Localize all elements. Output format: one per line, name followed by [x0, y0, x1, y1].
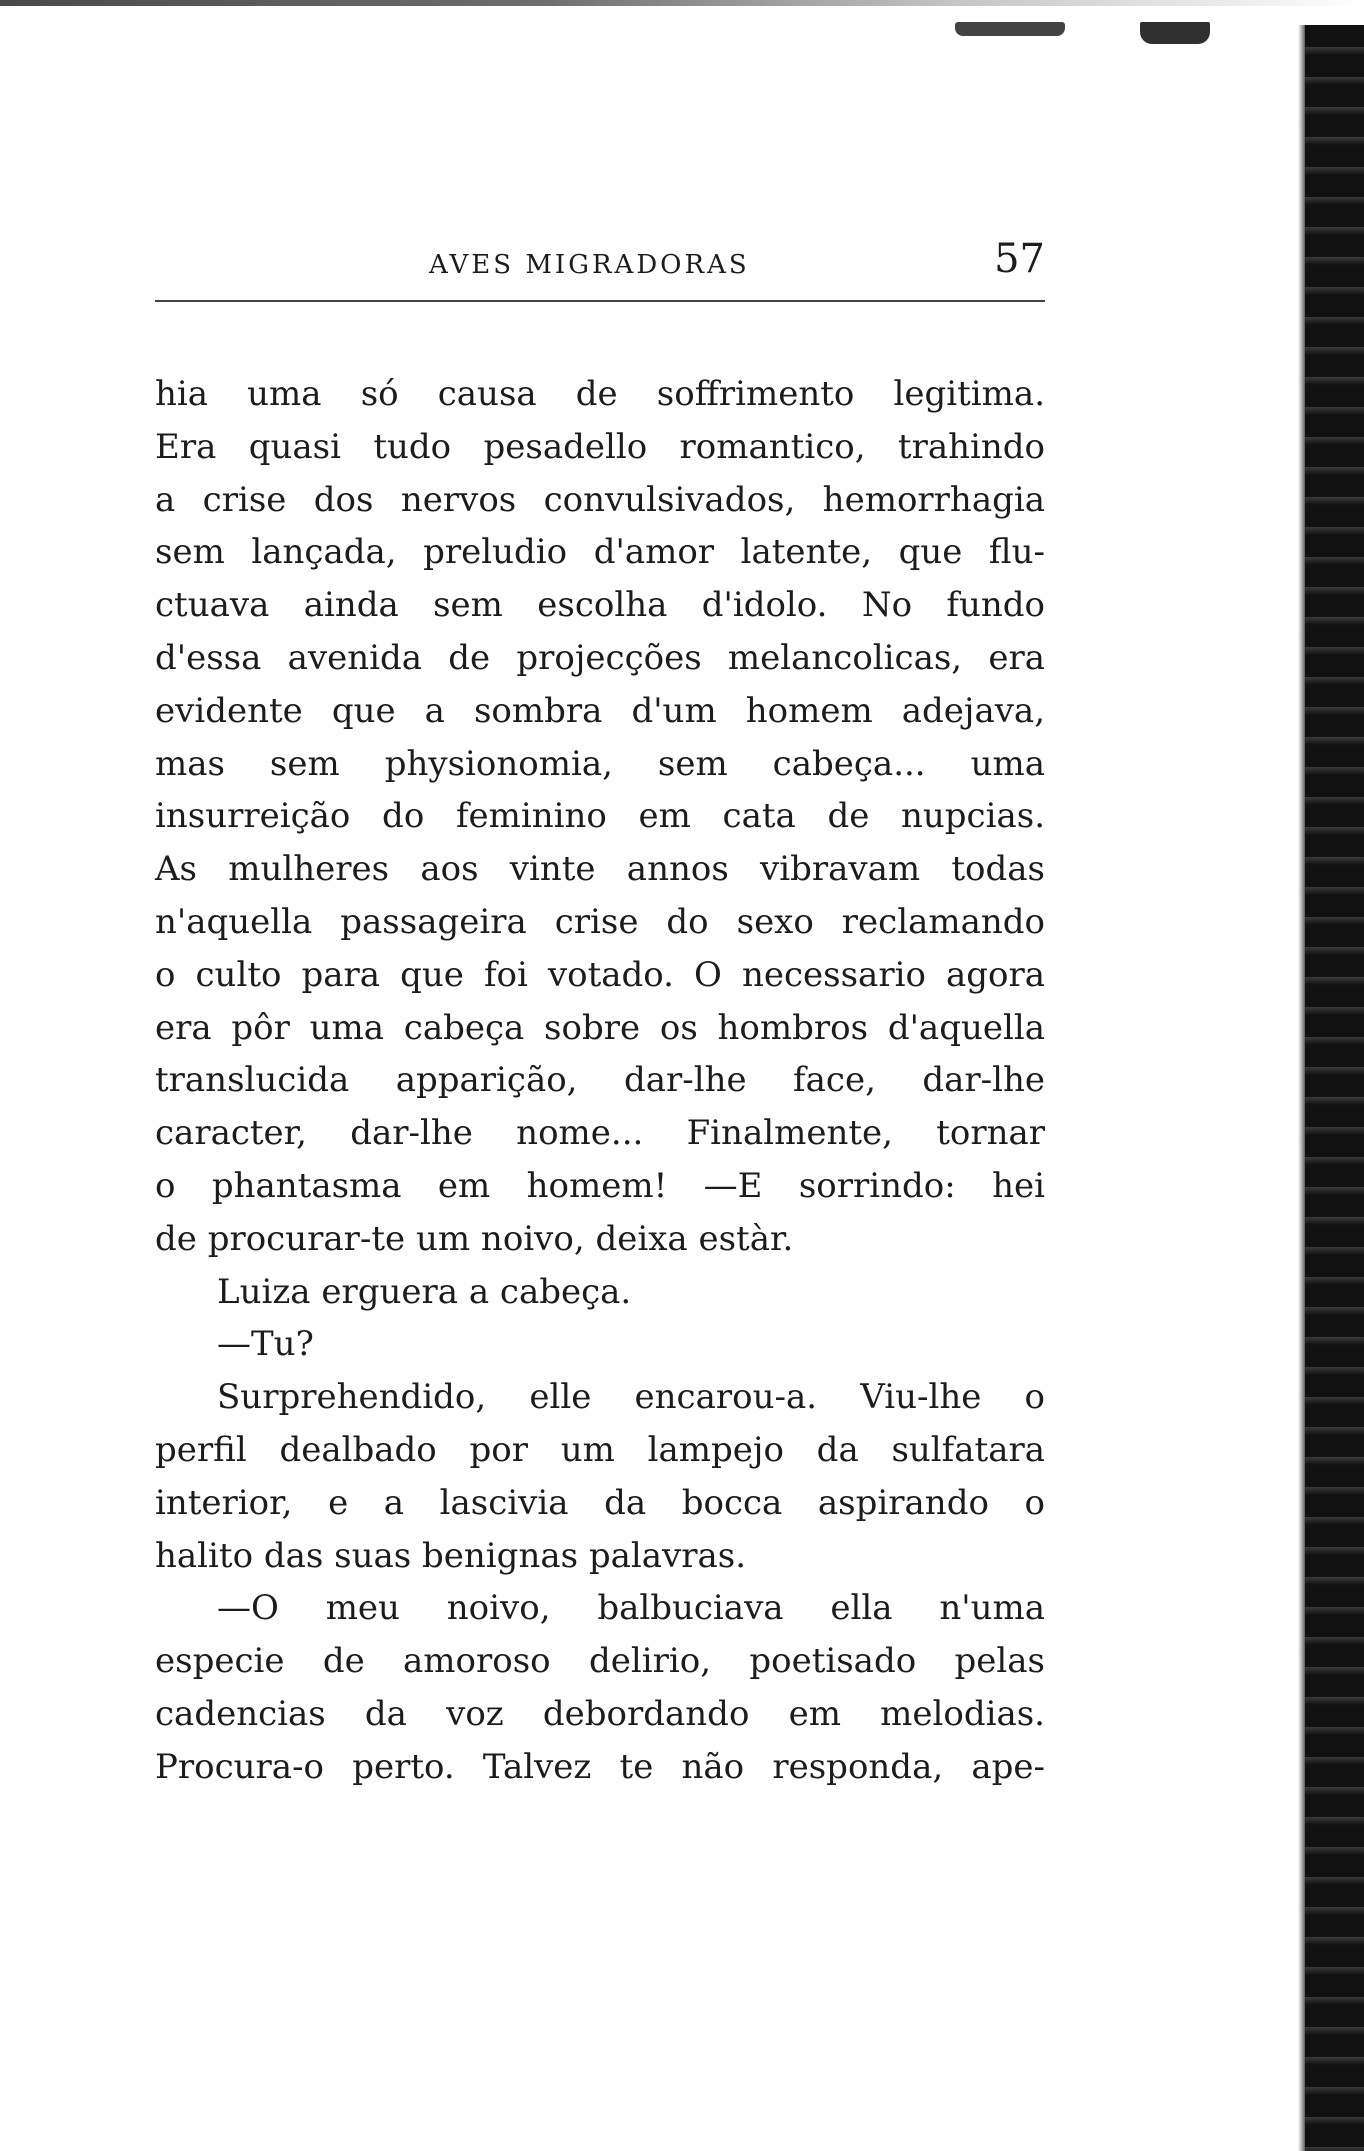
text-line: ctuava ainda sem escolha d'idolo. No fundo: [155, 585, 1045, 626]
binding-edge: [1305, 25, 1364, 2151]
text-line: Procura-o perto. Talvez te não responda, ape-: [155, 1746, 1045, 1787]
text-line: o culto para que foi votado. O necessario agora: [155, 954, 1045, 995]
scan-smudge: [1140, 22, 1210, 44]
header-rule: [155, 300, 1045, 302]
text-line: caracter, dar-lhe nome... Finalmente, tornar: [155, 1113, 1045, 1154]
text-line: mas sem physionomia, sem cabeça... uma: [155, 743, 1045, 784]
text-line: halito das suas benignas palavras.: [155, 1535, 747, 1576]
text-line: hia uma só causa de soffrimento legitima.: [155, 374, 1045, 414]
text-line: —O meu noivo, balbuciava ella n'uma: [217, 1588, 1045, 1629]
text-line: a crise dos nervos convulsivados, hemorrhagia: [155, 479, 1045, 520]
text-line: translucida apparição, dar-lhe face, dar-lhe: [155, 1060, 1045, 1101]
text-line: era pôr uma cabeça sobre os hombros d'aquella: [155, 1007, 1045, 1048]
text-line: Era quasi tudo pesadello romantico, trahindo: [155, 426, 1045, 467]
page-number: 57: [994, 236, 1045, 282]
text-line: Surprehendido, elle encarou-a. Viu-lhe o: [217, 1377, 1045, 1418]
text-line: As mulheres aos vinte annos vibravam todas: [155, 849, 1045, 890]
text-line: cadencias da voz debordando em melodias.: [155, 1693, 1045, 1734]
text-line: especie de amoroso delirio, poetisado pelas: [155, 1641, 1045, 1682]
text-line: —Tu?: [217, 1324, 314, 1365]
body-text: [155, 368, 1045, 1794]
text-line: perfil dealbado por um lampejo da sulfatara: [155, 1429, 1045, 1470]
running-title: AVES MIGRADORAS: [429, 250, 750, 280]
scan-smudge: [955, 22, 1065, 36]
text-line: insurreição do feminino em cata de nupcias.: [155, 796, 1045, 837]
text-line: Luiza erguera a cabeça.: [217, 1271, 632, 1312]
text-line: interior, e a lascivia da bocca aspirando o: [155, 1482, 1045, 1523]
text-line: n'aquella passageira crise do sexo reclamando: [155, 901, 1045, 942]
text-line: o phantasma em homem! —E sorrindo: hei: [155, 1165, 1045, 1206]
text-line: de procurar-te um noivo, deixa estàr.: [155, 1218, 794, 1259]
running-head: [155, 228, 1045, 294]
scan-top-edge: [0, 0, 1364, 6]
text-line: sem lançada, preludio d'amor latente, que flu-: [155, 532, 1045, 573]
text-line: d'essa avenida de projecções melancolicas, era: [155, 637, 1045, 678]
text-line: evidente que a sombra d'um homem adejava,: [155, 690, 1045, 731]
